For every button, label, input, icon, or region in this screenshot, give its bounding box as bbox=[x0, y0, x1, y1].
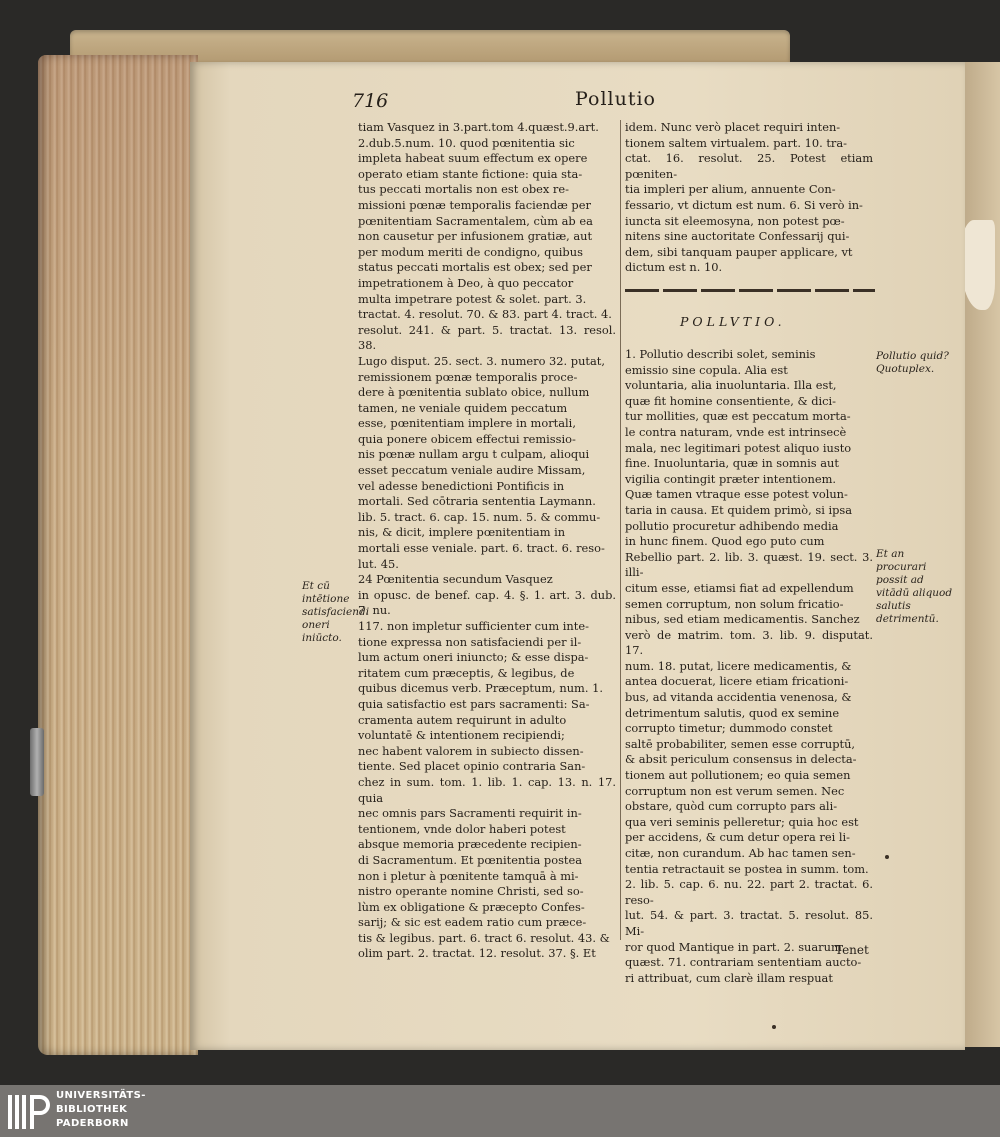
text-line: & absit periculum consensus in delecta- bbox=[625, 752, 857, 767]
text-line: nistro operante nomine Christi, sed so- bbox=[358, 884, 584, 899]
text-line: lib. 5. tract. 6. cap. 15. num. 5. & commu- bbox=[358, 509, 601, 524]
text-line: tractat. 4. resolut. 70. & 83. part 4. tract. 4. bbox=[358, 307, 612, 322]
text-line: citæ, non curandum. Ab hac tamen sen- bbox=[625, 846, 856, 860]
text-line: le contra naturam, vnde est intrinsecè bbox=[625, 424, 847, 439]
margin-note-an-procurari: Et an procurari possit ad vitādū aliquod salutis detrimentū. bbox=[876, 548, 953, 625]
text-line: ritatem cum præceptis, & legibus, de bbox=[358, 665, 575, 680]
text-line: chez in sum. tom. 1. lib. 1. cap. 13. n. 17. quia bbox=[358, 774, 616, 805]
library-line-3: PADERBORN bbox=[56, 1118, 129, 1129]
text-line: remissionem pœnæ temporalis proce- bbox=[358, 369, 578, 384]
text-line: qua veri seminis pelleretur; quia hoc est bbox=[625, 814, 859, 829]
text-line: 117. non impletur sufficienter cum inte- bbox=[358, 619, 589, 633]
text-line: absque memoria præcedente recipien- bbox=[358, 837, 582, 852]
text-line: fessario, vt dictum est num. 6. Si verò in- bbox=[625, 197, 863, 212]
text-line: 2.dub.5.num. 10. quod pœnitentia sic bbox=[358, 135, 575, 150]
text-line: tia impleri per alium, annuente Con- bbox=[625, 182, 836, 197]
text-line: voluntaria, alia inuoluntaria. Illa est, bbox=[625, 378, 837, 393]
text-line: dem, sibi tanquam pauper applicare, vt bbox=[625, 244, 853, 259]
section-title: POLLVTIO. bbox=[680, 314, 786, 329]
text-line: in opusc. de benef. cap. 4. §. 1. art. 3. dub. 7. nu. bbox=[358, 587, 616, 618]
text-line: esse, pœnitentiam implere in mortali, bbox=[358, 416, 576, 431]
text-line: status peccati mortalis est obex; sed per bbox=[358, 260, 592, 275]
text-line: fine. Inuoluntaria, quæ in somnis aut bbox=[625, 456, 839, 471]
text-line: mala, nec legitimari potest aliquo iusto bbox=[625, 440, 852, 455]
text-line: cramenta autem requirunt in adulto bbox=[358, 712, 567, 727]
text-line: tentionem, vnde dolor haberi potest bbox=[358, 821, 566, 836]
text-line: num. 18. putat, licere medicamentis, & bbox=[625, 658, 852, 673]
text-line: dere à pœnitentia sublato obice, nullum bbox=[358, 385, 590, 400]
text-line: lùm ex obligatione & præcepto Confes- bbox=[358, 899, 585, 914]
text-line: tionem aut pollutionem; eo quia semen bbox=[625, 768, 851, 783]
text-line: obstare, quòd cum corrupto pars ali- bbox=[625, 799, 838, 814]
text-line: quia satisfactio est pars sacramenti: Sa- bbox=[358, 696, 590, 711]
text-line: lut. 45. bbox=[358, 556, 399, 571]
text-line: corruptum non est verum semen. Nec bbox=[625, 783, 845, 798]
text-line: tamen, ne veniale quidem peccatum bbox=[358, 400, 568, 415]
text-line: tionem saltem virtualem. part. 10. tra- bbox=[625, 135, 847, 150]
library-line-1: UNIVERSITÄTS- bbox=[56, 1090, 146, 1101]
text-line: detrimentum salutis, quod ex semine bbox=[625, 705, 840, 720]
text-line: lut. 54. & part. 3. tractat. 5. resolut. 85. Mi- bbox=[625, 908, 873, 938]
text-line: ri attribuat, cum clarè illam respuat bbox=[625, 970, 833, 985]
text-line: corrupto timetur; dummodo constet bbox=[625, 721, 833, 736]
text-line: multa impetrare potest & solet. part. 3. bbox=[358, 291, 587, 306]
text-line: lum actum oneri iniuncto; & esse dispa- bbox=[358, 650, 589, 665]
ornament-rule bbox=[625, 289, 875, 292]
text-line: voluntatē & intentionem recipiendi; bbox=[358, 728, 565, 743]
left-text-column bbox=[358, 120, 616, 962]
text-line: non causetur per infusionem gratiæ, aut bbox=[358, 229, 593, 244]
text-line: nec omnis pars Sacramenti requirit in- bbox=[358, 806, 582, 821]
ink-spot bbox=[885, 855, 889, 859]
text-line: 2. lib. 5. cap. 6. nu. 22. part 2. tractat. 6. reso- bbox=[625, 877, 873, 907]
text-line: idem. Nunc verò placet requiri inten- bbox=[625, 120, 841, 134]
text-line: vel adesse benedictioni Pontificis in bbox=[358, 478, 565, 493]
text-line: Rebellio part. 2. lib. 3. quæst. 19. sect. 3. illi- bbox=[625, 549, 873, 580]
library-footer-bar bbox=[0, 1085, 1000, 1137]
text-line: quæst. 71. contrariam sententiam aucto- bbox=[625, 955, 862, 970]
text-line: ror quod Mantique in part. 2. suarum bbox=[625, 939, 842, 954]
text-line: taria in causa. Et quidem primò, si ipsa bbox=[625, 502, 853, 517]
margin-note-intentione: Et cū intētione satisfaciendi oneri iniūcto. bbox=[302, 580, 370, 644]
text-line: quia ponere obicem effectui remissio- bbox=[358, 431, 576, 446]
text-line: mortali. Sed cōtraria sententia Laymann. bbox=[358, 494, 596, 509]
text-line: bus, ad vitanda accidentia venenosa, & bbox=[625, 690, 852, 705]
library-line-2: BIBLIOTHEK bbox=[56, 1104, 128, 1115]
text-line: citum esse, etiamsi fiat ad expellendum bbox=[625, 580, 854, 595]
text-line: per accidens, & cum detur opera rei li- bbox=[625, 830, 850, 845]
running-head: Pollutio bbox=[575, 88, 656, 110]
text-line: pœnitentiam Sacramentalem, cùm ab ea bbox=[358, 213, 593, 228]
text-line: nec habent valorem in subiecto dissen- bbox=[358, 743, 584, 758]
book-clasp bbox=[30, 728, 44, 796]
text-line: di Sacramentum. Et pœnitentia postea bbox=[358, 852, 583, 867]
text-line: semen corruptum, non solum fricatio- bbox=[625, 596, 844, 611]
text-line: tus peccati mortalis non est obex re- bbox=[358, 182, 569, 197]
text-line: pollutio procuretur adhibendo media bbox=[625, 518, 839, 533]
text-line: missioni pœnæ temporalis faciendæ per bbox=[358, 197, 591, 212]
text-line: tiam Vasquez in 3.part.tom 4.quæst.9.art. bbox=[358, 120, 599, 134]
text-line: 24 Pœnitentia secundum Vasquez bbox=[358, 572, 553, 587]
text-line: nis pœnæ nullam argu t culpam, alioqui bbox=[358, 447, 590, 462]
text-line: tis & legibus. part. 6. tract 6. resolut. 43. & bbox=[358, 930, 610, 945]
text-line: operato etiam stante fictione: quia sta- bbox=[358, 166, 583, 181]
catchword: Tenet bbox=[835, 943, 869, 957]
text-line: non i pletur à pœnitente tamquā à mi- bbox=[358, 868, 579, 883]
fore-edge-stain bbox=[38, 55, 198, 1055]
text-line: resolut. 241. & part. 5. tractat. 13. resol. 38. bbox=[358, 322, 616, 353]
text-line: mortali esse veniale. part. 6. tract. 6. reso- bbox=[358, 541, 605, 556]
text-line: tur mollities, quæ est peccatum morta- bbox=[625, 409, 851, 424]
page-number: 716 bbox=[352, 90, 389, 112]
text-line: saltē probabiliter, semen esse corruptū, bbox=[625, 736, 856, 751]
text-line: 1. Pollutio describi solet, seminis bbox=[625, 347, 816, 361]
next-page-edge bbox=[962, 62, 1000, 1047]
text-line: impleta habeat suum effectum ex opere bbox=[358, 151, 588, 166]
right-column-top bbox=[625, 120, 873, 276]
text-line: emissio sine copula. Alia est bbox=[625, 362, 788, 377]
text-line: tiente. Sed placet opinio contraria San- bbox=[358, 759, 586, 774]
text-line: sarij; & sic est eadem ratio cum præce- bbox=[358, 915, 587, 930]
ink-spot bbox=[772, 1025, 776, 1029]
text-line: in hunc finem. Quod ego puto cum bbox=[625, 534, 825, 549]
text-line: iuncta sit eleemosyna, non potest pœ- bbox=[625, 213, 845, 228]
text-line: nitens sine auctoritate Confessarij qui- bbox=[625, 229, 850, 244]
text-line: ctat. 16. resolut. 25. Potest etiam pœniten- bbox=[625, 151, 873, 181]
text-line: quæ fit homine consentiente, & dici- bbox=[625, 393, 837, 408]
text-line: dictum est n. 10. bbox=[625, 260, 723, 275]
text-line: impetrationem à Deo, à quo peccator bbox=[358, 275, 574, 290]
margin-note-pollutio-quid: Pollutio quid? Quotuplex. bbox=[876, 350, 949, 375]
text-line: esset peccatum veniale audire Missam, bbox=[358, 463, 586, 478]
library-logo-icon bbox=[6, 1089, 50, 1133]
right-column-body bbox=[625, 347, 873, 986]
text-line: nis, & dicit, implere pœnitentiam in bbox=[358, 525, 566, 540]
text-line: tentia retractauit se postea in summ. tom. bbox=[625, 861, 869, 876]
library-name bbox=[56, 1089, 146, 1131]
text-line: quibus dicemus verb. Præceptum, num. 1. bbox=[358, 681, 603, 696]
text-line: per modum meriti de condigno, quibus bbox=[358, 244, 583, 259]
text-line: vigilia contingit præter intentionem. bbox=[625, 471, 837, 486]
column-divider bbox=[620, 120, 621, 940]
text-line: verò de matrim. tom. 3. lib. 9. disputat. 17. bbox=[625, 627, 873, 658]
text-line: olim part. 2. tractat. 12. resolut. 37. §. Et bbox=[358, 946, 596, 961]
text-line: Lugo disput. 25. sect. 3. numero 32. putat, bbox=[358, 353, 605, 368]
text-line: nibus, sed etiam medicamentis. Sanchez bbox=[625, 612, 860, 627]
text-line: Quæ tamen vtraque esse potest volun- bbox=[625, 487, 848, 502]
text-line: tione expressa non satisfaciendi per il- bbox=[358, 634, 582, 649]
text-line: antea docuerat, licere etiam fricationi- bbox=[625, 674, 849, 689]
